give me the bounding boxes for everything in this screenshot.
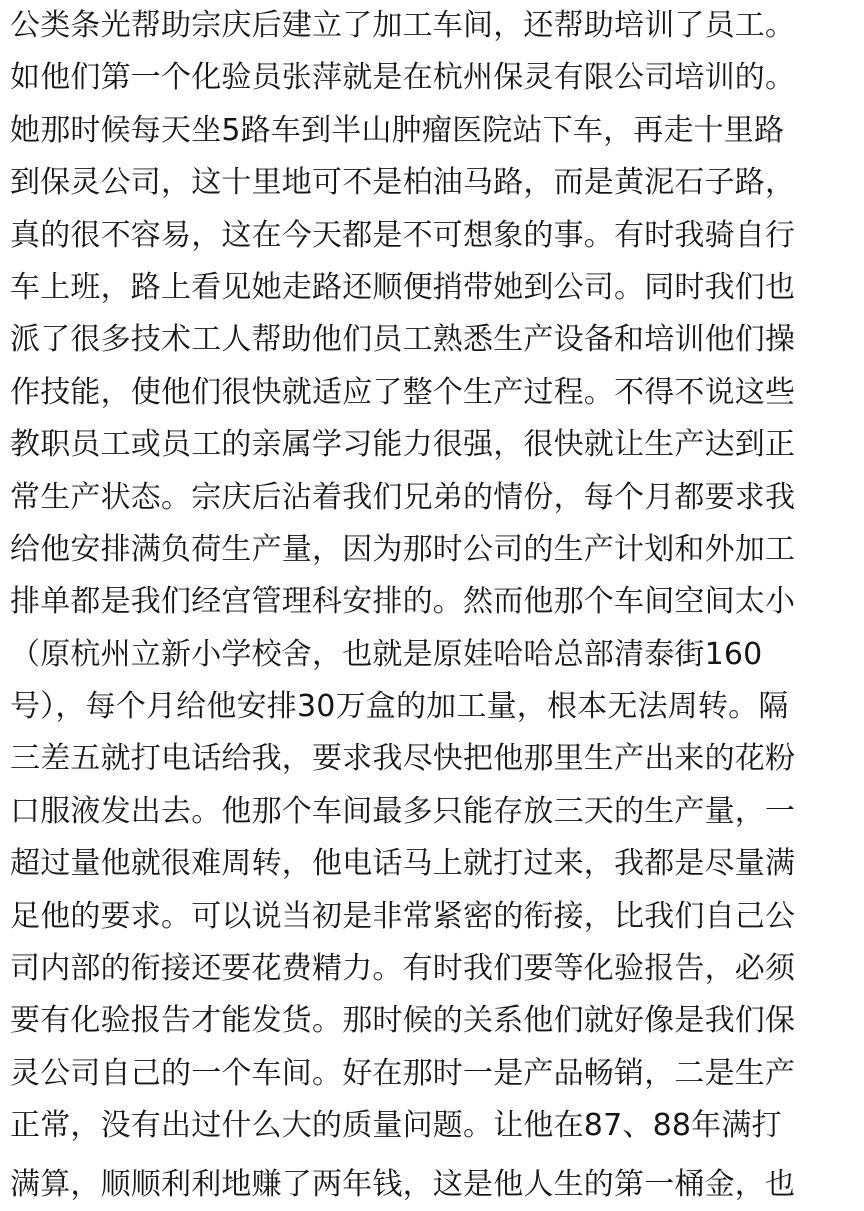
text-line-6: 车上班，路上看见她走路还顺便捎带她到公司。同时我们也 xyxy=(10,269,796,305)
text-line-19: 司内部的衔接还要花费精力。有时我们要等化验报告，必须 xyxy=(10,951,796,987)
text-line-20: 要有化验报告才能发货。那时候的关系他们就好像是我们保 xyxy=(10,1003,796,1039)
text-line-7: 派了很多技术工人帮助他们员工熟悉生产设备和培训他们操 xyxy=(10,322,796,358)
article-text xyxy=(10,0,856,1211)
text-line-23: 满算，顺顺利利地赚了两年钱，这是他人生的第一桶金，也 xyxy=(10,1166,796,1202)
text-line-12: 排单都是我们经宫管理科安排的。然而他那个车间空间太小 xyxy=(10,584,796,620)
text-line-8: 作技能，使他们很快就适应了整个生产过程。不得不说这些 xyxy=(10,374,796,410)
text-line-10: 常生产状态。宗庆后沾着我们兄弟的情份，每个月都要求我 xyxy=(10,479,796,515)
text-line-18: 足他的要求。可以说当初是非常紧密的衔接，比我们自己公 xyxy=(10,898,796,934)
text-line-9: 教职员工或员工的亲属学习能力很强，很快就让生产达到正 xyxy=(10,427,796,463)
text-line-11: 给他安排满负荷生产量，因为那时公司的生产计划和外加工 xyxy=(10,531,796,567)
text-line-21: 灵公司自己的一个车间。好在那时一是产品畅销，二是生产 xyxy=(10,1055,796,1091)
text-line-17: 超过量他就很难周转，他电话马上就打过来，我都是尽量满 xyxy=(10,846,796,882)
text-line-5: 真的很不容易，这在今天都是不可想象的事。有时我骑自行 xyxy=(10,217,796,253)
text-line-22: 正常，没有出过什么大的质量问题。让他在87、88年满打 xyxy=(10,1108,782,1144)
text-line-16: 口服液发出去。他那个车间最多只能存放三天的生产量，一 xyxy=(10,793,796,829)
text-line-3: 她那时候每天坐5路车到半山肿瘤医院站下车，再走十里路 xyxy=(10,112,785,148)
text-line-4: 到保灵公司，这十里地可不是柏油马路，而是黄泥石子路， xyxy=(10,165,796,201)
text-line-2: 如他们第一个化验员张萍就是在杭州保灵有限公司培训的。 xyxy=(10,60,796,96)
text-line-1: 公类条光帮助宗庆后建立了加工车间，还帮助培训了员工。 xyxy=(10,8,796,43)
text-line-14: 号），每个月给他安排30万盒的加工量，根本无法周转。隔 xyxy=(10,689,789,725)
text-line-13: （原杭州立新小学校舍，也就是原娃哈哈总部清泰街160 xyxy=(10,636,763,672)
text-line-15: 三差五就打电话给我，要求我尽快把他那里生产出来的花粉 xyxy=(10,741,796,777)
